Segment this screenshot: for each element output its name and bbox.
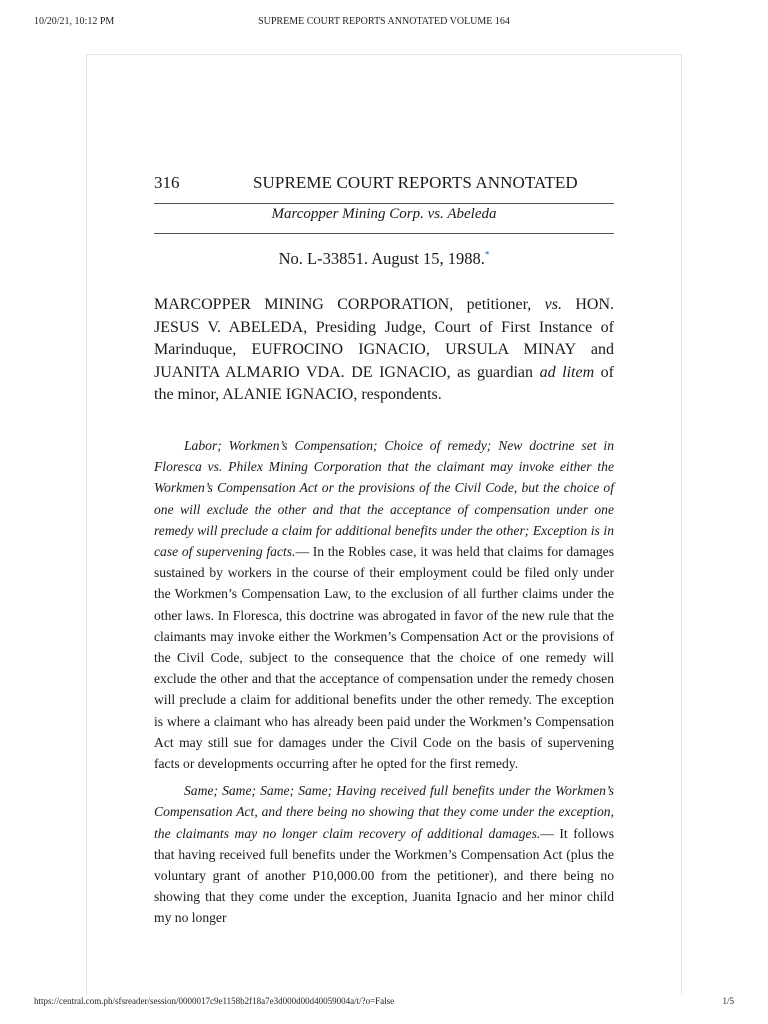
headnote-dash: — [540, 825, 554, 841]
print-document-title: SUPREME COURT REPORTS ANNOTATED VOLUME 164 [258, 16, 510, 27]
headnote-text: Labor; Workmen’s Compensation; Choice of remedy; New doctrine set in Floresca [154, 438, 614, 475]
parties-petitioner: MARCOPPER MINING CORPORATION, petitioner, [154, 296, 545, 313]
page-number: 316 [154, 173, 180, 192]
case-number [154, 249, 614, 269]
print-datetime: 10/20/21, 10:12 PM [34, 16, 115, 27]
browser-print-footer [34, 996, 734, 1012]
case-number-text: No. L-33851. August 15, 1988. [278, 249, 485, 268]
parties-ad-litem: ad litem [539, 363, 595, 381]
print-url: https://central.com.ph/sfsreader/session/0000017c9e1158b2f18a7e3d000d00d40059004a/t/?o=False [34, 996, 395, 1006]
footnote-link[interactable]: * [484, 249, 490, 260]
print-page-indicator: 1/5 [722, 996, 734, 1006]
syllabus-body: In the Robles case, it was held that claims for damages sustained by workers in the course of their employment could be filed only under the Workmen’s Compensation Law, to the exclusion of all further claims under the other laws. In Floresca, this doctrine was abrogated in favor of the new rule that the claimants may invoke either the Workmen’s Compensation Act or the provisions of the Civil Code, subject to the consequence that the choice of one remedy will exclude the other and that the acceptance of compensation under the remedy chosen will preclude a claim for additional benefits under the other remedy. The exception is where a claimant who has already been paid under the Workmen’s Compensation Act may still sue for damages under the Civil Code on the basis of supervening facts or developments occurring after he opted for the first remedy. [154, 544, 614, 772]
headnote-vs: vs. [207, 459, 223, 475]
case-short-title [154, 206, 614, 223]
headnote-text: Philex Mining Corporation that the claimant may invoke either the Workmen’s Compensation Act or the provisions of the Civil Code, but the choice of one will exclude the other and that the acceptance of compensation under one remedy will preclude a claim for additional benefits under the other; Exception is in case of supervening facts. [154, 459, 614, 560]
syllabus [154, 435, 614, 929]
parties-respondents: HON. JESUS V. ABELEDA, Presiding Judge, Court of First Instance of Marinduque, EUFROCINO IGNACIO, URSULA MINAY and JUANITA ALMARIO VDA. DE IGNACIO, as guardian [154, 296, 615, 381]
syllabus-paragraph [154, 435, 614, 774]
case-short-respondent: Abeleda [447, 206, 497, 222]
case-short-petitioner: Marcopper Mining Corp. [271, 206, 424, 222]
browser-print-header [34, 16, 734, 32]
parties-vs: vs. [544, 296, 562, 313]
case-parties [154, 294, 614, 407]
parties-minor: of the minor, ALANIE IGNACIO, respondents. [154, 363, 615, 403]
case-short-vs: vs. [427, 206, 444, 222]
header-rule-top [154, 203, 614, 204]
headnote-dash: — [295, 544, 310, 560]
headnote-text: Same; Same; Same; Same; Having received full benefits under the Workmen’s Compensation Act, and there being no showing that they come under the exception, the claimants may no longer claim recovery of additional damages. [154, 783, 614, 841]
syllabus-paragraph [154, 780, 614, 928]
header-rule-bottom [154, 233, 614, 234]
syllabus-body: It follows that having received full benefits under the Workmen’s Compensation Act (plus the voluntary grant of another P10,000.00 from the petitioner), and there being no showing that they come under the exception, Juanita Ignacio and her minor child my no longer [154, 825, 614, 926]
document-page[interactable] [86, 54, 682, 995]
running-title: SUPREME COURT REPORTS ANNOTATED [253, 173, 578, 192]
running-head [154, 173, 614, 197]
